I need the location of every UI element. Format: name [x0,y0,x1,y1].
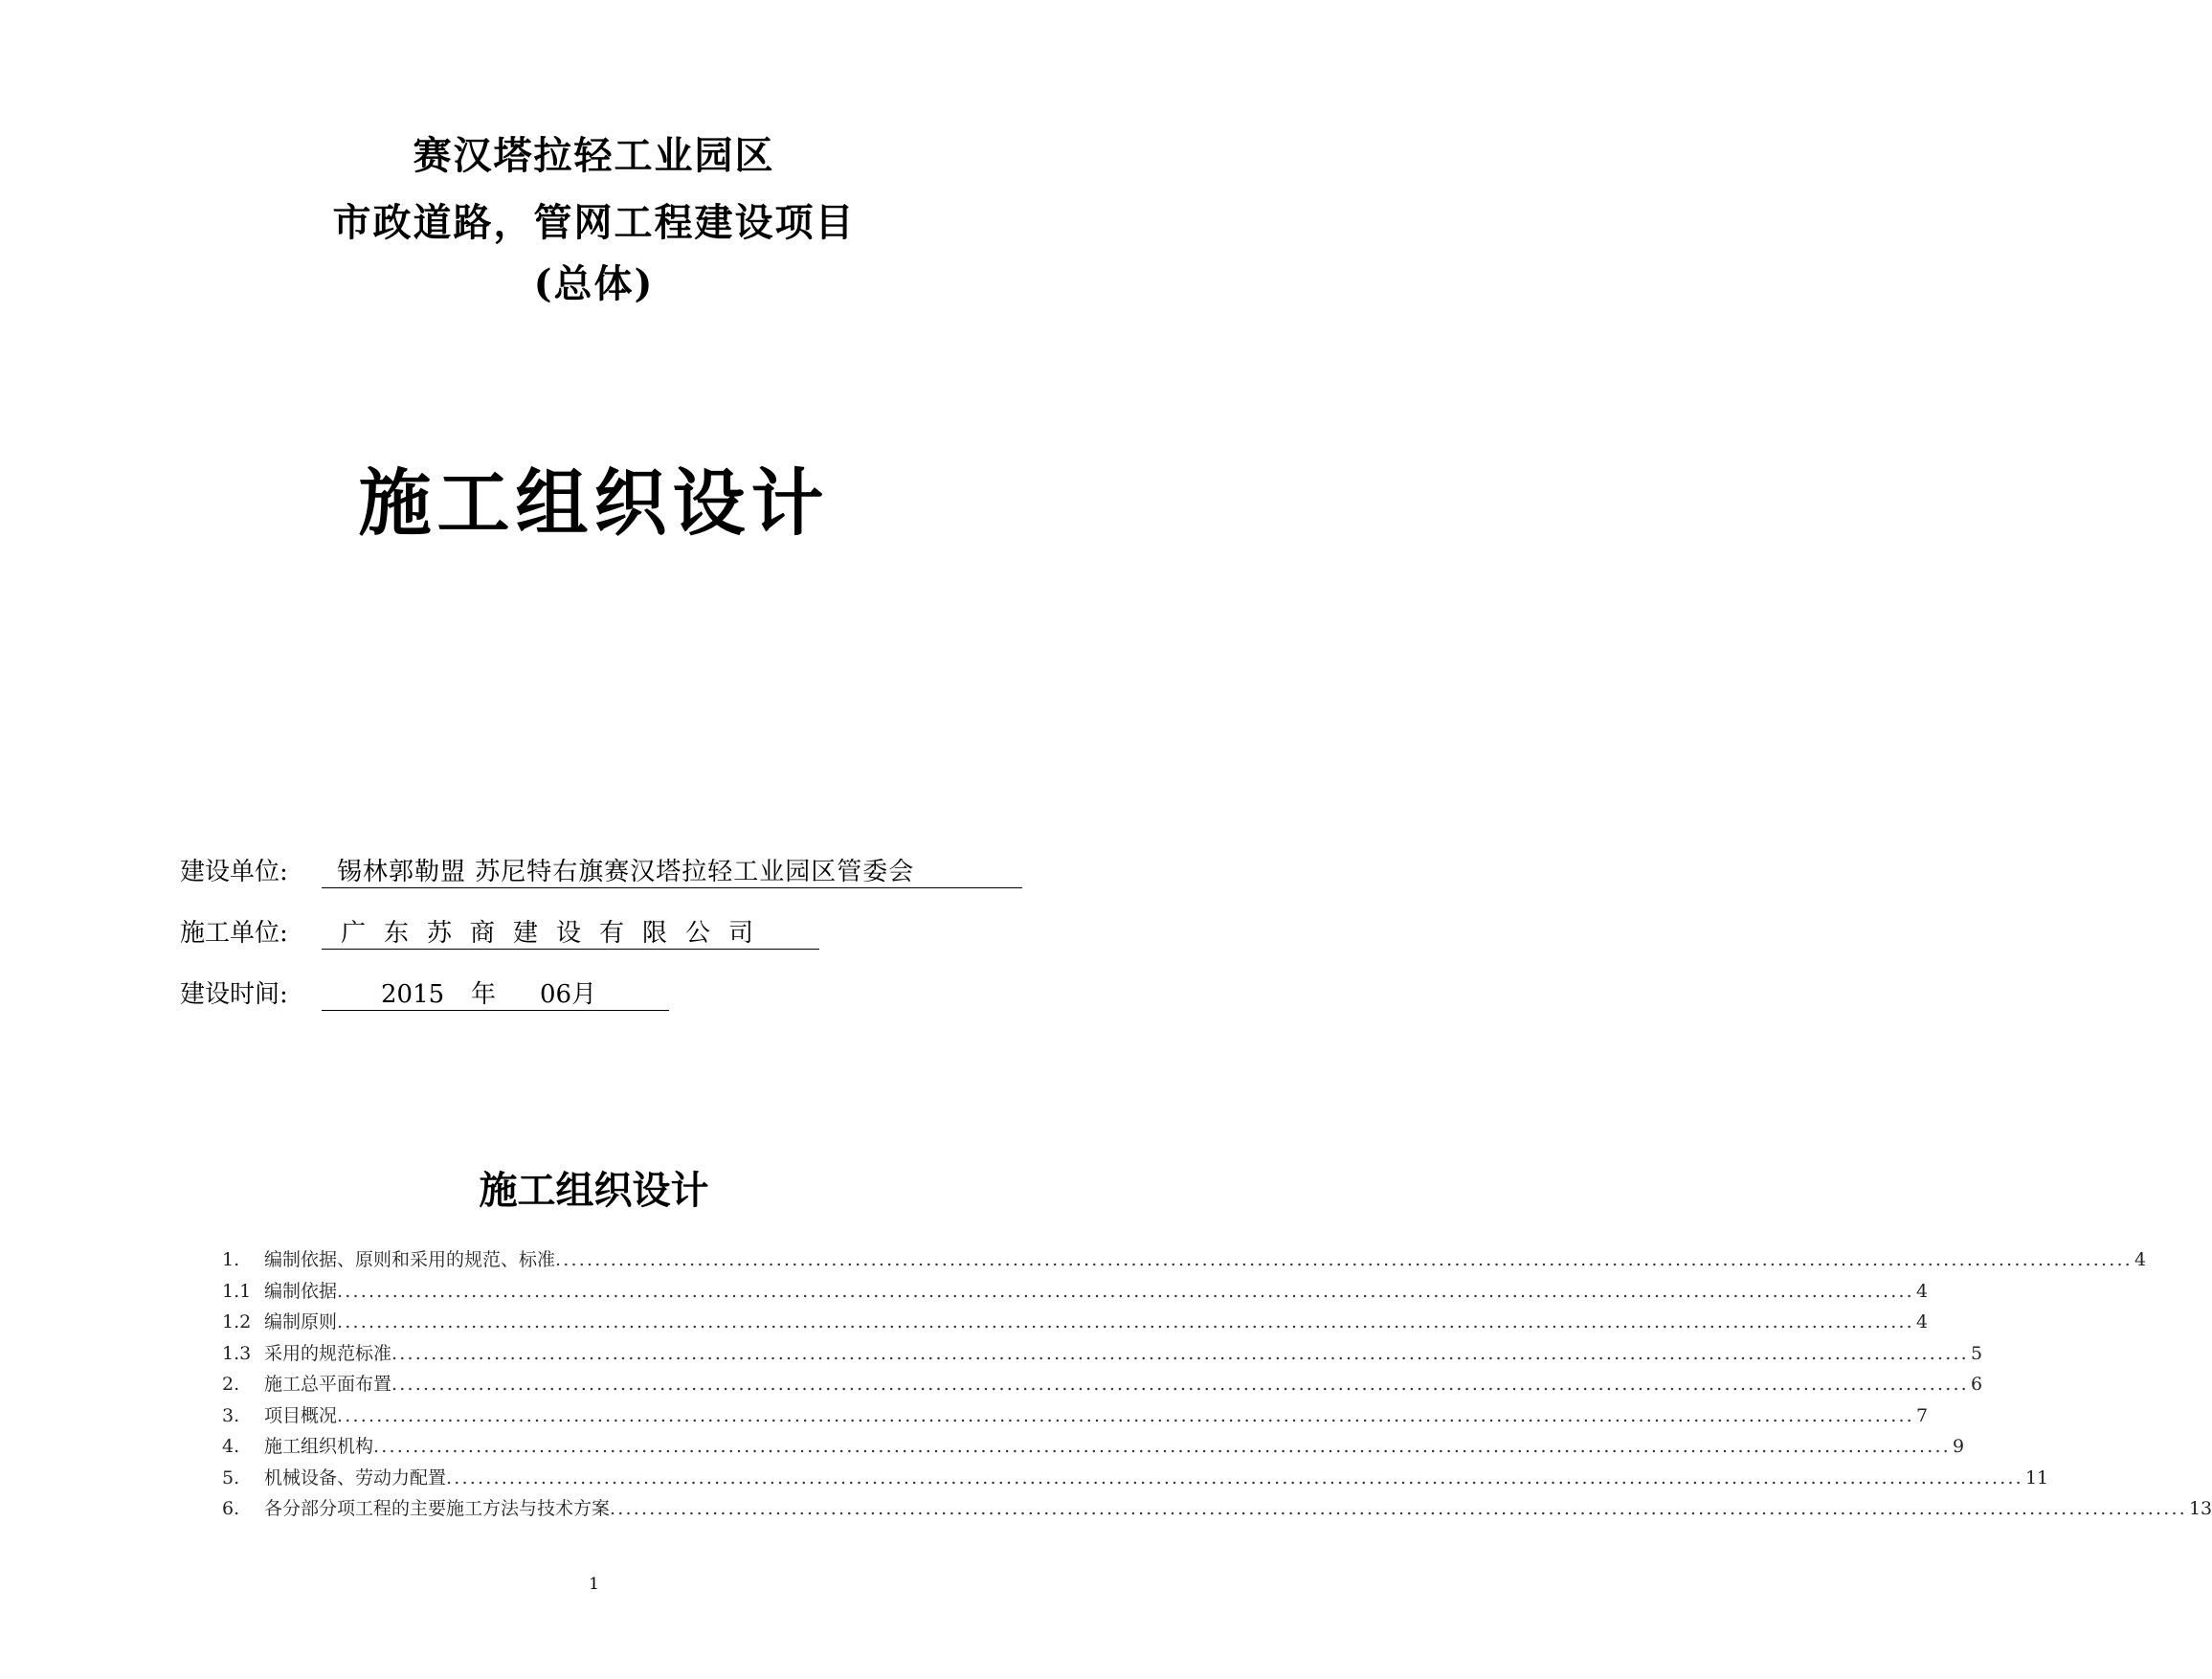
toc-item-page: 11 [2024,1466,2049,1489]
builder-label: 建设单位: [180,858,288,886]
contractor-value: 广东苏商建设有限公司 [322,914,819,950]
page-number: 1 [589,1575,599,1594]
cover-title-line-2: 市政道路，管网工程建设项目 [332,200,856,245]
time-value [322,975,669,1011]
toc-item-page: 4 [2134,1249,2147,1270]
toc-item-number: 3. [222,1404,240,1426]
toc-dot-leader: ........................................................................................................................................................................................................ [337,1311,1914,1332]
toc-item[interactable] [222,1276,1929,1308]
contractor-label: 施工单位: [180,919,288,948]
table-of-contents [222,1244,2212,1525]
toc-item[interactable] [222,1400,1929,1432]
toc-item-number: 6. [222,1498,240,1519]
toc-dot-leader: ........................................................................................................................................................................................................ [391,1342,1969,1364]
toc-item-number: 1.2 [222,1311,252,1332]
cover-title-line-1: 赛汉塔拉轻工业园区 [413,133,775,178]
builder-row [180,853,915,891]
toc-item-page: 6 [1970,1374,1983,1395]
toc-item-page: 7 [1915,1404,1929,1426]
toc-item[interactable] [222,1493,2212,1525]
time-year-unit: 年 [471,980,497,1009]
toc-item-title: 施工总平面布置 [264,1374,392,1395]
time-label: 建设时间: [180,980,288,1009]
toc-item-number: 1. [222,1249,240,1270]
toc-item-number: 1.1 [222,1280,252,1302]
toc-item[interactable] [222,1431,1965,1463]
toc-item-title: 编制依据 [264,1280,338,1302]
toc-item-page: 4 [1915,1280,1929,1302]
toc-item-page: 4 [1915,1311,1929,1332]
toc-item-page: 9 [1952,1436,1965,1457]
toc-item-title: 各分部分项工程的主要施工方法与技术方案 [264,1498,611,1519]
toc-item[interactable] [222,1338,1983,1370]
time-year: 2015 [381,980,445,1009]
toc-item-number: 1.3 [222,1342,252,1364]
toc-dot-leader: ........................................................................................................................................................................................................ [373,1436,1951,1457]
toc-item-number: 4. [222,1436,240,1457]
main-title: 施工组织设计 [358,460,830,546]
toc-item-title: 项目概况 [264,1404,338,1426]
toc-dot-leader: ........................................................................................................................................................................................................ [337,1404,1914,1426]
toc-dot-leader: ........................................................................................................................................................................................................ [391,1374,1969,1395]
toc-item-title: 施工组织机构 [264,1436,374,1457]
toc-item-page: 5 [1970,1342,1983,1364]
toc-heading: 施工组织设计 [479,1169,709,1213]
toc-item-number: 5. [222,1466,240,1489]
toc-item-number: 2. [222,1374,240,1395]
toc-item-title: 采用的规范标准 [264,1342,392,1364]
contractor-row [180,914,772,952]
toc-dot-leader: ........................................................................................................................................................................................................ [555,1249,2133,1270]
builder-value: 锡林郭勒盟 苏尼特右旗赛汉塔拉轻工业园区管委会 [322,853,1022,888]
time-month: 06月 [540,980,597,1009]
toc-item[interactable] [222,1369,1983,1400]
toc-dot-leader: ........................................................................................................................................................................................................ [337,1280,1914,1302]
toc-item-page: 13 [2188,1498,2212,1519]
cover-title-line-3: (总体) [533,261,655,306]
toc-dot-leader: ........................................................................................................................................................................................................ [446,1466,2023,1489]
toc-item[interactable] [222,1463,2049,1494]
toc-item[interactable] [222,1307,1929,1338]
toc-item-title: 编制依据、原则和采用的规范、标准 [264,1249,556,1270]
toc-dot-leader: ........................................................................................................................................................................................................ [610,1498,2187,1519]
toc-item[interactable] [222,1244,2147,1276]
toc-item-title: 编制原则 [264,1311,338,1332]
toc-item-title: 机械设备、劳动力配置 [264,1466,447,1489]
time-row [180,975,597,1014]
